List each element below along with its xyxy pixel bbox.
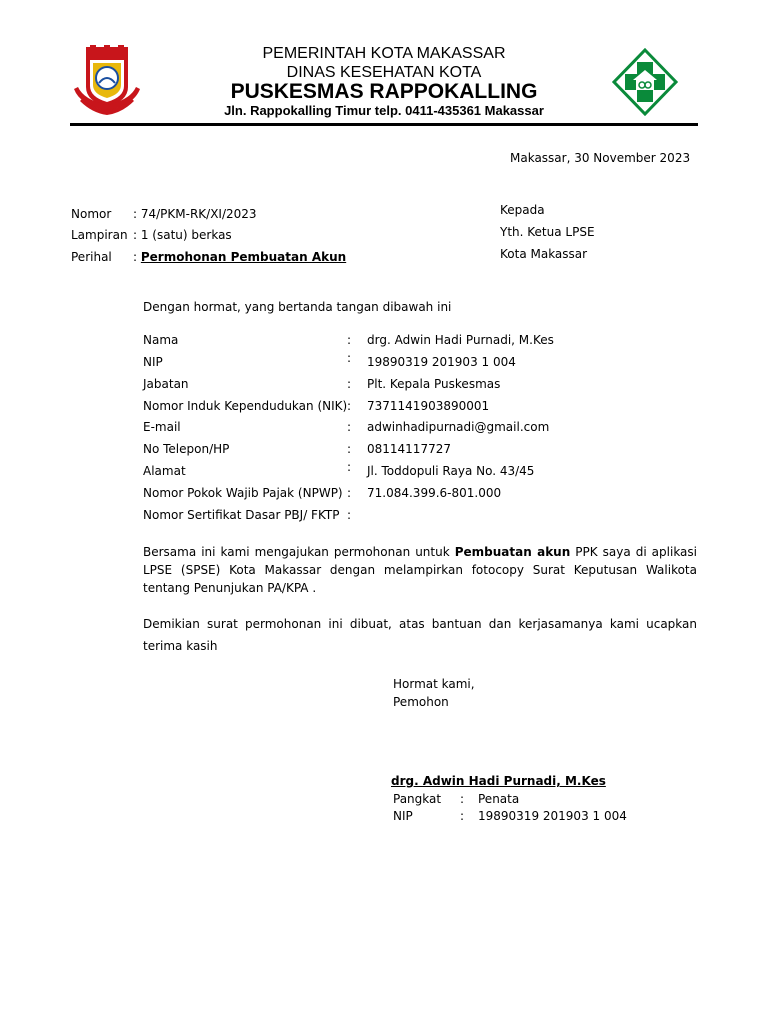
letterhead-government: PEMERINTAH KOTA MAKASSAR xyxy=(262,45,506,62)
signatory-rank-label: Pangkat xyxy=(393,792,442,806)
field-colon: : xyxy=(347,399,352,413)
signatory-colon: : xyxy=(460,792,465,806)
field-label-nama: Nama xyxy=(143,333,179,347)
field-colon: : xyxy=(347,377,352,391)
meta-subject: Permohonan Pembuatan Akun xyxy=(140,250,347,264)
field-label-nik: Nomor Induk Kependudukan (NIK) xyxy=(143,399,348,413)
field-value-nip: 19890319 201903 1 004 xyxy=(367,355,516,369)
city-of-makassar-emblem-icon xyxy=(72,45,142,117)
field-value-address: Jl. Toddopuli Raya No. 43/45 xyxy=(367,464,535,478)
field-label-npwp: Nomor Pokok Wajib Pajak (NPWP) xyxy=(143,486,343,500)
meta-label-perihal: Perihal xyxy=(71,250,112,264)
meta-value-nomor: : 74/PKM-RK/XI/2023 xyxy=(133,207,257,221)
recipient-line-2: Yth. Ketua LPSE xyxy=(500,225,595,239)
field-label-phone: No Telepon/HP xyxy=(143,442,230,456)
puskesmas-green-cross-icon xyxy=(612,48,678,116)
body-text: Bersama ini kami mengajukan permohonan untuk xyxy=(143,545,455,559)
meta-label-lampiran: Lampiran xyxy=(71,228,128,242)
field-label-address: Alamat xyxy=(143,464,186,478)
letter-date: Makassar, 30 November 2023 xyxy=(510,151,691,165)
body-text: PPK saya di aplikasi LPSE (SPSE) Kota Makassar dengan melampirkan fotocopy Surat Keputusan Walikota tentang Penunjukan PA/KPA . xyxy=(143,545,697,595)
field-colon: : xyxy=(347,460,352,474)
meta-value-perihal xyxy=(133,250,346,264)
letterhead-department: DINAS KESEHATAN KOTA xyxy=(286,64,482,81)
body-paragraph-request xyxy=(143,543,697,597)
signatory-rank-value: Penata xyxy=(478,792,520,806)
closing-applicant: Pemohon xyxy=(393,695,449,709)
closing-regards: Hormat kami, xyxy=(393,677,475,691)
field-value-phone: 08114117727 xyxy=(367,442,451,456)
field-value-jabatan: Plt. Kepala Puskesmas xyxy=(367,377,501,391)
letterhead-address: Jln. Rappokalling Timur telp. 0411-435361 Makassar xyxy=(224,103,544,118)
field-colon: : xyxy=(347,351,352,365)
field-label-nip: NIP xyxy=(143,355,163,369)
field-label-jabatan: Jabatan xyxy=(143,377,189,391)
meta-colon-perihal: : xyxy=(133,250,141,264)
meta-value-lampiran: : 1 (satu) berkas xyxy=(133,228,232,242)
signatory-colon: : xyxy=(460,809,465,823)
letterhead-institution: PUSKESMAS RAPPOKALLING xyxy=(230,80,538,103)
letterhead-divider xyxy=(70,123,698,126)
recipient-line-3: Kota Makassar xyxy=(500,247,588,261)
meta-label-nomor: Nomor xyxy=(71,207,112,221)
field-label-certificate: Nomor Sertifikat Dasar PBJ/ FKTP xyxy=(143,508,340,522)
field-colon: : xyxy=(347,333,352,347)
field-value-npwp: 71.084.399.6-801.000 xyxy=(367,486,502,500)
field-label-email: E-mail xyxy=(143,420,181,434)
recipient-line-1: Kepada xyxy=(500,203,545,217)
field-colon: : xyxy=(347,420,352,434)
field-colon: : xyxy=(347,486,352,500)
greeting: Dengan hormat, yang bertanda tangan dibawah ini xyxy=(143,300,452,314)
signatory-name: drg. Adwin Hadi Purnadi, M.Kes xyxy=(391,774,606,788)
field-colon: : xyxy=(347,442,352,456)
signatory-nip-label: NIP xyxy=(393,809,413,823)
field-colon: : xyxy=(347,508,352,522)
signatory-nip-value: 19890319 201903 1 004 xyxy=(478,809,627,823)
body-emphasis: Pembuatan akun xyxy=(454,545,571,559)
field-value-nik: 7371141903890001 xyxy=(367,399,490,413)
field-value-nama: drg. Adwin Hadi Purnadi, M.Kes xyxy=(367,333,554,347)
body-paragraph-closing: Demikian surat permohonan ini dibuat, atas bantuan dan kerjasamanya kami ucapkan terima kasih xyxy=(143,617,697,653)
field-value-email: adwinhadipurnadi@gmail.com xyxy=(367,420,550,434)
